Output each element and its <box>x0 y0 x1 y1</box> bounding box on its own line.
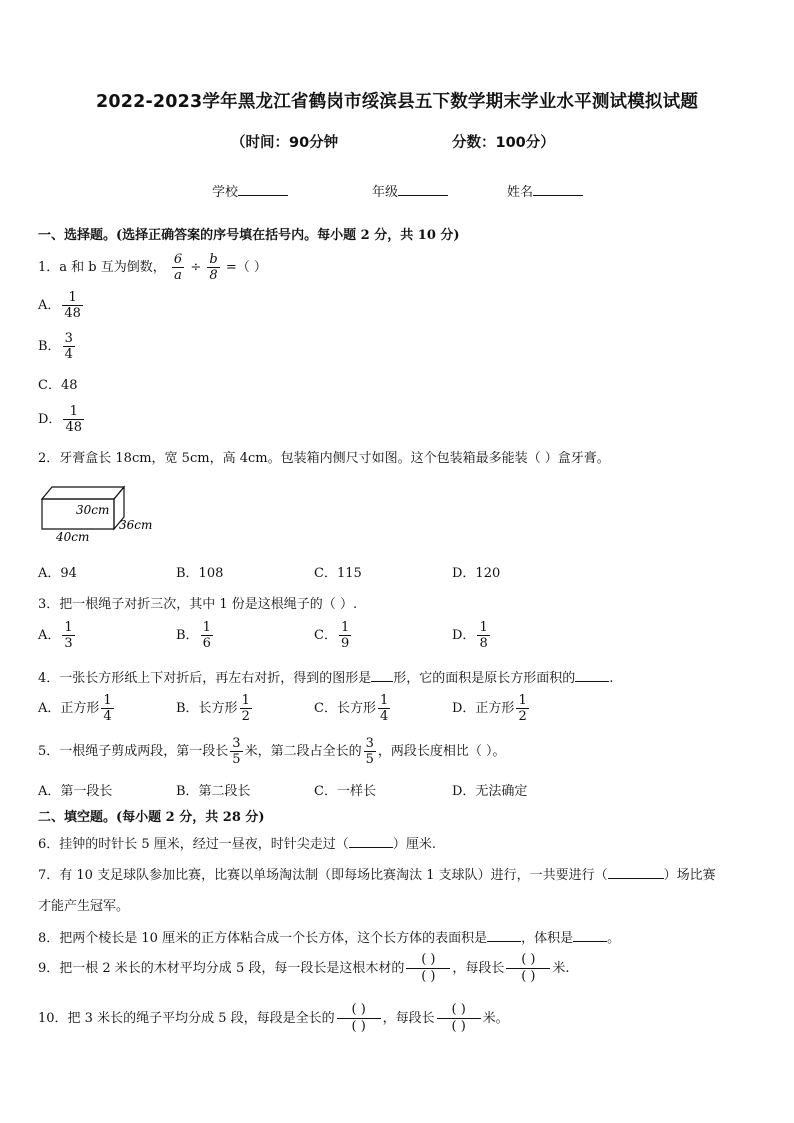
q4-blank-shape[interactable] <box>371 667 393 682</box>
school-blank[interactable] <box>238 181 288 196</box>
page-title: 2022-2023学年黑龙江省鹤岗市绥滨县五下数学期末学业水平测试模拟试题 <box>95 92 699 112</box>
q3-option-c[interactable]: C． $\frac{1}{9}$ <box>314 620 350 651</box>
question-9: 9．把一根 2 米长的木材平均分成 5 段，每一段长是这根木材的 ( ) ( ) ，每段长 ( ) ( ) 米. <box>38 952 570 984</box>
question-2: 2．牙膏盒长 18cm，宽 5cm，高 4cm。包装箱内侧尺寸如图。这个包装箱最多能装（ ）盒牙膏。 <box>38 451 610 466</box>
question-5: 5．一根绳子剪成两段，第一段长 $\frac{3}{5}$ 米，第二段占全长的 $\frac{3}{5}$ ，两段长度相比（ ）。 <box>38 736 506 767</box>
box-length-label: 40cm <box>56 530 90 544</box>
q5-option-c[interactable]: C．一样长 <box>314 784 376 799</box>
q4-option-d[interactable]: D．正方形 $\frac{1}{2}$ <box>452 693 527 724</box>
q7-blank[interactable] <box>608 864 664 879</box>
q2-option-d[interactable]: D．120 <box>452 566 501 581</box>
section-choice-heading: 一、选择题。(选择正确答案的序号填在括号内。每小题 2 分，共 10 分) <box>38 228 460 243</box>
exam-score: 分数：100分） <box>452 135 555 151</box>
q4-option-a[interactable]: A．正方形 $\frac{1}{4}$ <box>38 693 112 724</box>
name-field[interactable] <box>507 181 583 200</box>
q2-option-c[interactable]: C．115 <box>314 566 362 581</box>
question-8: 8．把两个棱长是 10 厘米的正方体粘合成一个长方体，这个长方体的表面积是 ，体积是 。 <box>38 927 620 946</box>
q10-fraction-blank-1[interactable]: ( ) ( ) <box>337 1002 381 1035</box>
question-7: 7．有 10 支足球队参加比赛，比赛以单场淘汰制（即每场比赛淘汰 1 支球队）进行，一共要进行（ ）场比赛 <box>38 864 716 883</box>
q1-stem: 1．a 和 b 互为倒数， <box>38 260 166 275</box>
exam-time: （时间：90分钟 <box>231 135 339 151</box>
q1-fraction-2: $\frac{b}{8}$ <box>209 252 218 283</box>
q8-blank-volume[interactable] <box>573 927 607 942</box>
question-7-line-2: 才能产生冠军。 <box>38 899 130 914</box>
section-fill-heading: 二、填空题。(每小题 2 分，共 28 分) <box>38 810 265 825</box>
q1-option-c[interactable]: C．48 <box>38 378 78 393</box>
q3-option-d[interactable]: D． $\frac{1}{8}$ <box>452 620 488 651</box>
question-6: 6．挂钟的时针长 5 厘米，经过一昼夜，时针尖走过（ ）厘米. <box>38 833 436 852</box>
school-label: 学校 <box>212 185 239 200</box>
q1-option-d[interactable]: D． $\frac{1}{48}$ <box>38 404 82 435</box>
q3-option-b[interactable]: B． $\frac{1}{6}$ <box>176 620 211 651</box>
school-field[interactable] <box>212 181 288 200</box>
box-depth-label: 36cm <box>119 518 153 532</box>
q1-option-a[interactable]: A． $\frac{1}{48}$ <box>38 290 81 321</box>
q1-fraction-1: $\frac{6}{a}$ <box>173 252 183 283</box>
grade-label: 年级 <box>372 185 399 200</box>
q4-option-b[interactable]: B．长方形 $\frac{1}{2}$ <box>176 693 250 724</box>
question-1 <box>38 252 267 283</box>
name-blank[interactable] <box>533 181 583 196</box>
q6-blank[interactable] <box>349 833 393 848</box>
q9-fraction-blank-1[interactable]: ( ) ( ) <box>406 952 450 985</box>
box-figure <box>38 483 168 545</box>
q5-option-d[interactable]: D．无法确定 <box>452 784 528 799</box>
q4-option-c[interactable]: C．长方形 $\frac{1}{4}$ <box>314 693 389 724</box>
q1-option-b[interactable]: B． $\frac{3}{4}$ <box>38 331 73 362</box>
q9-fraction-blank-2[interactable]: ( ) ( ) <box>506 952 550 985</box>
q2-option-a[interactable]: A．94 <box>38 566 77 581</box>
q5-option-b[interactable]: B．第二段长 <box>176 784 251 799</box>
q10-fraction-blank-2[interactable]: ( ) ( ) <box>437 1002 481 1035</box>
question-4: 4．一张长方形纸上下对折后，再左右对折，得到的图形是 形，它的面积是原长方形面积的 . <box>38 667 613 686</box>
q8-blank-area[interactable] <box>487 927 521 942</box>
q2-option-b[interactable]: B．108 <box>176 566 224 581</box>
name-label: 姓名 <box>507 185 534 200</box>
q3-option-a[interactable]: A． $\frac{1}{3}$ <box>38 620 73 651</box>
question-3: 3．把一根绳子对折三次，其中 1 份是这根绳子的（ ）. <box>38 597 358 612</box>
q4-blank-area[interactable] <box>575 667 609 682</box>
question-10: 10．把 3 米长的绳子平均分成 5 段，每段是全长的 ( ) ( ) ，每段长 ( ) ( ) 米。 <box>38 1002 509 1034</box>
q5-option-a[interactable]: A．第一段长 <box>38 784 113 799</box>
grade-blank[interactable] <box>398 181 448 196</box>
grade-field[interactable] <box>372 181 448 200</box>
q1-answer-paren: =（ ） <box>225 260 267 275</box>
box-height-label: 30cm <box>76 503 110 517</box>
divide-sign: ÷ <box>190 260 202 275</box>
